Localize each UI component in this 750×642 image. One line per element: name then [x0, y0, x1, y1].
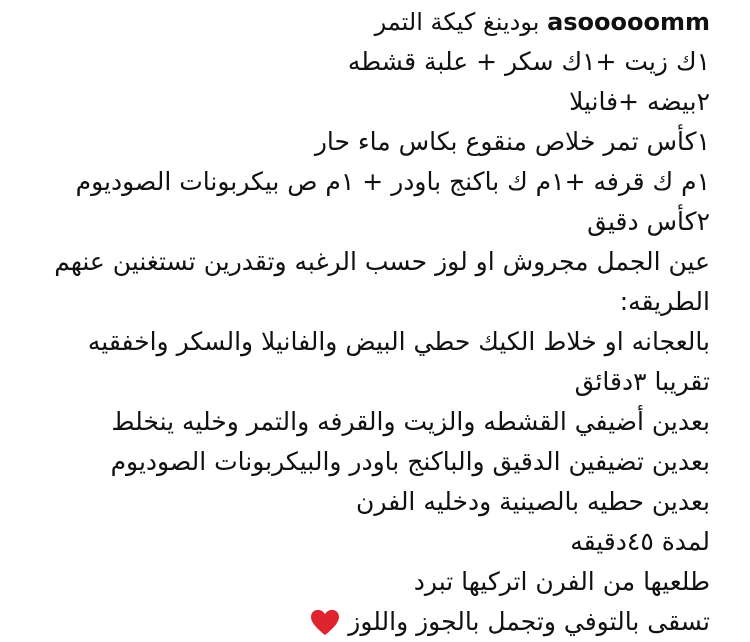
caption-line	[10, 2, 710, 42]
method-line: تقريبا ٣دقائق	[574, 367, 710, 396]
method-line: طلعيها من الفرن اتركيها تبرد	[413, 567, 710, 596]
method-heading: الطريقه:	[619, 287, 710, 316]
ingredient-line: ١ك زيت +١ك سكر + علبة قشطه	[347, 47, 710, 76]
recipe-title: بودينغ كيكة التمر	[374, 8, 540, 36]
method-line: لمدة ٤٥دقيقه	[570, 527, 710, 556]
method-line: بعدين أضيفي القشطه والزيت والقرفه والتمر وخليه ينخلط	[111, 407, 710, 436]
method-line: بعدين تضيفين الدقيق والباكنج باودر والبيكربونات الصوديوم	[110, 447, 710, 476]
username[interactable]: asooooomm	[547, 8, 710, 36]
ingredient-line: ١كأس تمر خلاص منقوع بكاس ماء حار	[314, 127, 710, 156]
ingredient-line: ١م ك قرفه +١م ك باكنج باودر + ١م ص بيكربونات الصوديوم	[75, 167, 710, 196]
ingredient-line: عين الجمل مجروش او لوز حسب الرغبه وتقدرين تستغنين عنهم	[54, 247, 710, 276]
method-line: بالعجانه او خلاط الكيك حطي البيض والفانيلا والسكر واخفقيه	[87, 327, 710, 356]
method-line: بعدين حطيه بالصينية ودخليه الفرن	[356, 487, 710, 516]
red-heart-icon	[310, 609, 340, 637]
serving-line	[10, 602, 710, 642]
ingredient-line: ٢بيضه +فانيلا	[569, 87, 710, 116]
recipe-text	[10, 2, 710, 642]
serving-text: تسقى بالتوفي وتجمل بالجوز واللوز	[348, 607, 710, 636]
ingredient-line: ٢كأس دقيق	[587, 207, 710, 236]
